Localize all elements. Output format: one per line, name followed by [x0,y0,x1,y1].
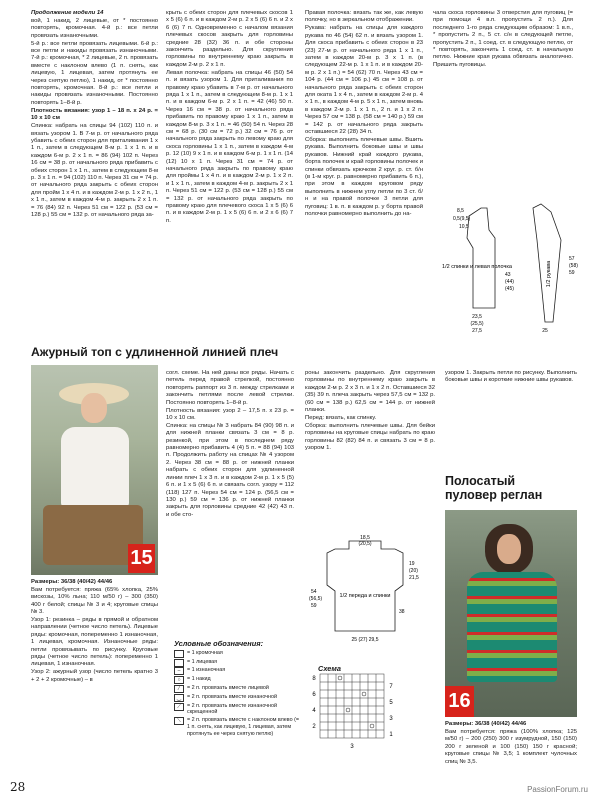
dim-label: 54 [311,589,317,595]
face-shape [497,534,521,564]
legend-text: = 1 изнаночная [187,667,226,674]
page-number: 28 [10,780,26,794]
paragraph: чала скоса горловины 3 отверстия для пуговиц (= при помощи 4 в.п. пропустить 2 п.). Для последнего 1-го ряда следующим образом: 1 в.п., * пропустить 2 п., 5 ст. с/н в следующей петле, пропустить 2 п., 1 соед. ст. в следующую петлю, от * повторять, закончить 1 соед. ст. в начальную петлю. Нижние края рукава обвязать аналогично. Пришить пуговицы. [433,10,573,68]
row-number: 7 [389,684,393,690]
legend-item [174,659,300,667]
stitch-symbol: ‿ [174,694,184,702]
paragraph: Вам потребуется: пряжа (100% хлопка; 125 м/50 г) – 200 (250) 300 г изумрудной, 150 (150) 200 г зеленой и 100 (150) 150 г красной; круговые спицы № 3,5; 1 комплект чулочных спиц № 3,5. [445,728,577,765]
legend-text: = 1 кромочная [187,649,223,656]
dim-label: (20) [409,568,418,574]
dim-label: 21,5 [409,575,419,581]
text-column-15-right [305,370,435,453]
dim-label: 57 [569,256,575,262]
dim-label: 8,5 [457,208,464,214]
dim-label: (58) [569,263,578,269]
paragraph: согл. схеме. На ней даны все ряды. Начать с петель перед правой стрелкой, постоянно повторять раппорт из 3 п. между стрелками и закончить петлями после левой стрелки. Постоянно повторять 1–8-й р. [166,370,294,406]
paragraph: роны закончить раздельно. Для скругления горловины по внутреннему краю закрыть в каждом 2-м р. 2 х 3 п. и 1 х 2 п. Оставшиеся 32 (35) 39 п. плеча закрыть через 57,5 см = 132 р. (60 см = 138 р.) 62,5 см = 144 р. от нижней планки. [305,370,435,414]
stitch-symbol [174,659,184,667]
scheme-chart [308,672,398,750]
paragraph: 5-й р.: все петли провязать лицевыми. 6-й р.: все петли и накиды провязать изнаночными. 7-й р.: кромочная, * 2 лицевые, 2 п. провязать вместе с наклоном влево (1 п. снять, как лицевую, 1 лицевая, затем протянуть ее через снятую петлю), 1 накид, от * постоянно повторять, кромочная. 8-й р.: все петли и накиды провязать изнаночными. Постоянно повторять 1–8-й р. [31,40,158,106]
legend [174,641,300,738]
legend-text: = 1 накид [187,676,211,683]
dim-label: (56,5) [309,596,323,602]
sizes: Размеры: 36/38 (40/42) 44/46 [445,721,527,727]
stitch-symbol [174,650,184,658]
watermark: PassionForum.ru [527,785,588,794]
title-line: Полосатый [445,474,516,488]
dim-label: 25 [542,328,548,334]
sweater-shape [467,572,557,682]
row-number: 6 [312,692,316,698]
legend-item [174,667,300,675]
pattern-label: 1/2 спинки и левая полочка [442,264,512,270]
paragraph: Левая полочка: набрать на спицы 46 (50) 54 п. и вязать узором 1. Для приталивания по правому краю убавить в 7-м р. от начального ряда 1 х 1 п., затем в следующем 8-м р. 1 х 1 п. и в каждом 6-м р. 2 х 1 п. = 42 (46) 50 п. Через 16 см = 38 р. от начального ряда прибавить по правому краю 1 х 1 п., затем в каждом 8-м р. 3 х 1 п. = 46 (50) 54 п. Через 28 см = 68 р. (30 см = 72 р.) 32 см = 76 р. от начального ряда закрыть по левому краю для скоса горловины 1 х 1 п., затем в каждом 4-м р. 12 (10) 9 х 1 п. и в каждом 6-м р. 1 х 1 п. (14 (12) 10 х 1 п. Через 31 см = 74 р. от начального ряда закрыть по правому краю для проймы 1 х 4 п. и в каждом 2-м р. 1 х 2 п. и 1 х 1 п., затем в каждом 4-м р. закрыть 2 х 1 п. Через 51 см = 122 р. (53 см = 128 р.) 55 см = 132 р. от начального ряда закрыть по правому краю для плечевого скоса 1 х 5 (6) 6 п. и в каждом 2-м р. 1 х 5 (6) 6 п. и 2 х 6 (6) 7 п. [166,69,293,224]
dim-label: 23,5 [472,314,482,320]
repeat-count: 3 [350,744,354,750]
text-column-16 [445,721,577,766]
stitch-symbol: ⟍ [174,717,184,725]
text-column-continuation [31,10,158,220]
legend-item [174,694,300,702]
dim-label: 25 (27) 29,5 [351,637,379,643]
dim-label: 43 [505,272,511,278]
sizes: Размеры: 36/38 (40/42) 44/46 [31,579,113,585]
dim-label: 38 [399,609,405,615]
text-column-15-mid [166,370,294,520]
row-number: 1 [389,732,393,738]
paragraph: Перед: вязать, как спинку. [305,414,377,421]
face-shape [81,393,107,423]
legend-text: = 2 п. провязать вместе лицевой [187,684,269,691]
model-number-badge: 16 [445,686,474,717]
paragraph: Сборка: выполнить плечевые швы. Для бейки горловины на круговые спицы набрать по краю горловины 82 (82) 84 п. и связать 3 см = 8 р. узором 1. [305,422,435,452]
pattern-diagram-back-front [433,190,583,340]
dim-label: 59 [311,603,317,609]
stitch-symbol: ⟋ [174,703,184,711]
row-number: 5 [389,700,393,706]
dim-label: 0,5(9,5) [453,216,471,222]
legend-item [174,703,300,717]
paragraph: Сборка: выполнить плечевые швы. Вшить рукава. Выполнить боковые швы и швы рукавов. Нижний край каждого рукава, борта полочек и край горловины полочек и спинки обвязать крючком 2 круг. р. ст. б/н (в 1-м круг. р. равномерно прибавить 6 п.), при этом в каждом круговом ряду выполнить в нижнем углу петли по 3 ст. б/н и на правой полочке 3 петли для пуговиц: 1 в. п. в каждом р. у борта правой полочки равномерно выполнить до на- [305,136,423,217]
paragraph: Спинка: набрать на спицы 94 (102) 110 п. и вязать узором 1. В 7-м р. от начального ряда убавить с обеих сторон для приталивания 1 х 1 п., затем в следующем 8-м р. 1 х 1 п. и в каждом 6-м р. 2 х 1 п. = 86 (94) 102 п. Через 16 см = 38 р. от начального ряда прибавить с обеих сторон 1 х 1 п., затем в следующем 8-м р. 3 х 1 п. = 94 (102) 110 п. Через 31 см = 74 р. от начального ряда закрыть с обеих сторон для пройм 1 х 4 п. и в каждом 2-м р. 1 х 2 п., 1 х 1 п., затем в каждом 4-м р. закрыть 2 х 1 п. = 76 (84) 92 п. Через 51 см = 122 р. (53 см = 128 р.) 55 см = 132 р. от начального ряда за- [31,123,158,218]
dim-label: 59 [569,270,575,276]
dim-label: (44) [505,279,514,285]
continuation-heading: Продолжение модели 14 [31,10,104,16]
paragraph: Узор 1: резинка – ряды в прямой и обратном направлении (четное число петель). Лицевые ряды: кромочная, попеременно 1 изнаночная, 1 лицевая, кромочная. Изнаночные ряды: петли провязывать по рисунку. Круговые ряды (четное число петель): попеременно 1 лицевая, 1 изнаночная. [31,617,158,668]
dim-label: 19 [409,561,415,567]
paragraph: Рукава: набрать на спицы для каждого рукава по 46 (54) 62 п. и вязать узором 1. Для скоса прибавить с обеих сторон в 23 (23) 27-м р. от начального ряда 1 х 1 п., затем в каждом 20-м р. 3 х 1 п. (в следующем 22-м р. 1 х 1 п. и в каждом 20-м р. 2 х 1 п.) = 54 (62) 70 п. Через 43 см = 104 р. (44 см = 106 р.) 45 см = 108 р. от начального ряда закрыть с обеих сторон для оката 1 х 4 п., затем в каждом 2-м р. 4 х 1 п., в каждом 4-м р. 5 х 1 п., затем вновь в каждом 2-м р. 1 х 1 п., 2 п. и 1 х 2 п. Через 57 см = 138 р. (58 см = 140 р.) 59 см = 142 р. от начального ряда закрыть оставшиеся 22 (28) 34 п. [305,25,423,135]
dim-label: 27,5 [472,328,482,334]
paragraph: крыть с обеих сторон для плечевых скосов 1 х 5 (6) 6 п. и в каждом 2-м р. 2 х 5 (6) 6 п. и 2 х 6 (6) 7 п. Одновременно с началом вязания плечевых скосов закрыть для горловины средние 28 (32) 36 п. и обе стороны закончить раздельно. Для скругления горловины по внутреннему краю закрыть в каждом 2-м р. 2 х 1 п. [166,10,293,68]
row-number: 3 [389,716,393,722]
dim-label: (25,5) [470,321,484,327]
text-column-15-far-right [445,370,577,385]
paragraph: Плотность вязания: узор 1 – 18 п. х 24 р. = 10 х 10 см [31,107,158,122]
paragraph: вой, 1 накид, 2 лицевые, от * постоянно повторять, кромочная. 4-й р.: все петли провязать изнаночными. [31,17,158,39]
pattern-label: 1/2 переда и спинки [339,593,391,599]
legend-item [174,717,300,737]
legend-text: = 2 п. провязать вместе изнаночной скрещенной [187,702,278,716]
paragraph: Плотность вязания: узор 2 – 17,5 п. х 23 р. = 10 х 10 см. [166,407,294,421]
legend-item [174,685,300,693]
legend-text: = 2 п. провязать вместе с наклоном влево (= 1 п. снять, как лицевую, 1 лицевая, затем протянуть ее через снятую петлю) [187,716,300,737]
model-number-badge: 15 [128,544,155,573]
sleeve-label: 1/2 рукава [546,260,552,288]
pattern-diagram-top [305,535,435,645]
row-number: 4 [312,708,316,714]
text-column-finishing [433,10,573,70]
paragraph: Узор 2: ажурный узор (число петель кратно 3 + 2 + 2 кромочные) – в [31,669,158,683]
scheme-title: Схема [318,664,341,673]
legend-item [174,676,300,684]
legend-text: = 1 лицевая [187,658,218,665]
dim-label: (45) [505,286,514,292]
text-column-15-left [31,579,158,685]
text-column-left-front [166,10,293,226]
dim-label: 10,5 [459,224,469,230]
row-number: 8 [312,676,316,682]
text-column-sleeves [305,10,423,219]
dim-label: 18,5 [360,535,370,541]
top-shape [61,427,129,507]
legend-text: = 2 п. провязать вместе изнаночной [187,693,278,700]
legend-item [174,650,300,658]
legend-title: Условные обозначения: [174,639,264,648]
section-16-title [445,474,542,502]
dim-label: (20,5) [358,541,372,547]
paragraph: Вам потребуется: пряжа (65% хлопка, 25% вискозы, 10% льна; 110 м/50 г) – 300 (350) 400 г белой; спицы № 3 и 4; круговые спицы № 3. [31,586,158,616]
paragraph: Правая полочка: вязать так же, как левую полочку, но в зеркальном отображении. [305,10,423,24]
row-number: 2 [312,724,316,730]
title-line: пуловер реглан [445,488,543,502]
stitch-symbol: ○ [174,676,184,684]
stitch-symbol: ⁄ [174,685,184,693]
paragraph: Спинка: на спицы № 3 набрать 84 (90) 98 п. и для нижней планки связать 3 см = 8 р. резинкой, при этом в последнем ряду равномерно прибавить 4 (4) 5 п. = 88 (94) 103 п. Продолжить работу на спицах № 4 узором 2. Через 38 см = 88 р. от нижней планки набрать с обеих сторон для удлиненной линии плеч 1 х 3 п. и в каждом 2-м р. 1 х 5 (5) 6 п. и 1 х 5 (6) 6 п. и связать согл. узору = 112 (118) 127 п. Через 54 см = 124 р. (56,5 см = 130 р.) 59 см = 136 р. от нижней планки закрыть для горловины средние 42 (42) 43 п. и обе сто- [166,422,294,518]
stitch-symbol: – [174,667,184,675]
paragraph: узором 1. Закрыть петли по рисунку. Выполнить боковые швы и короткие нижние швы рукавов. [445,370,577,384]
section-15-title: Ажурный топ с удлиненной линией плеч [31,345,279,359]
